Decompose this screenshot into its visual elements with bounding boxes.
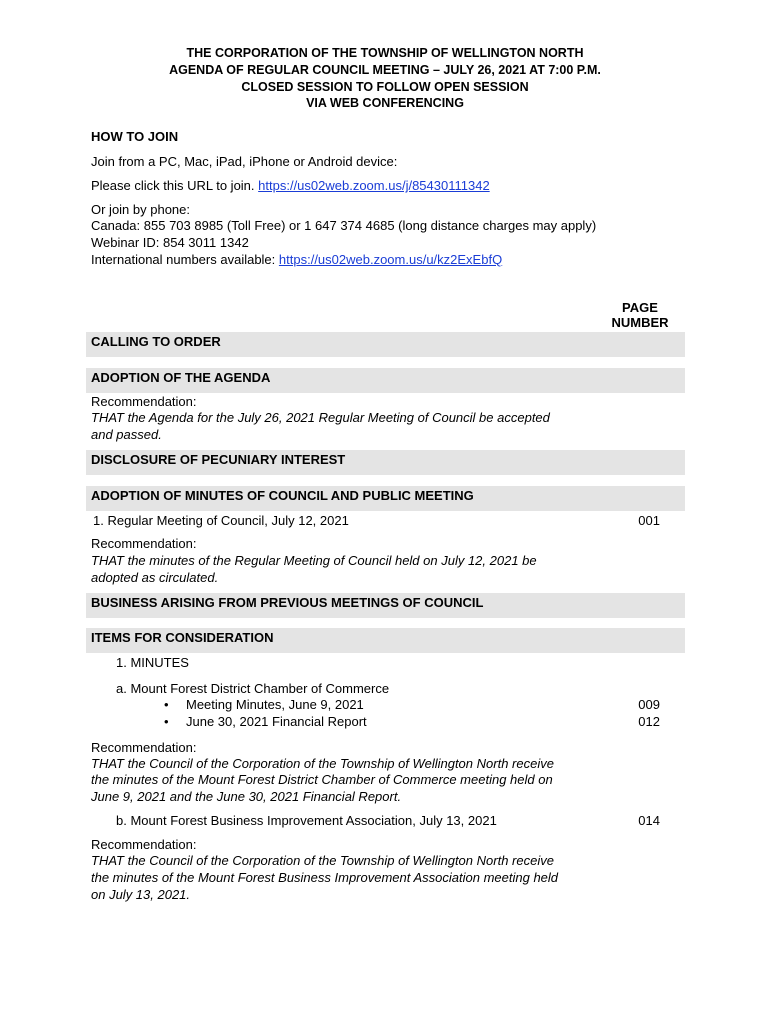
minutes-recommendation-line-2: adopted as circulated. — [91, 570, 219, 585]
minutes-item-1: 1. Regular Meeting of Council, July 12, 2021 — [93, 513, 349, 528]
item-b-recommendation-line-3: on July 13, 2021. — [91, 887, 191, 902]
agenda-recommendation-line-1: THAT the Agenda for the July 26, 2021 Regular Meeting of Council be accepted — [91, 410, 550, 425]
how-to-join-heading: HOW TO JOIN — [91, 129, 179, 144]
item-a-recommendation-line-2: the minutes of the Mount Forest District Chamber of Commerce meeting held on — [91, 772, 553, 787]
section-title: BUSINESS ARISING FROM PREVIOUS MEETINGS OF COUNCIL — [91, 595, 484, 610]
intl-numbers-link[interactable]: https://us02web.zoom.us/u/kz2ExEbfQ — [278, 252, 503, 267]
title-line-1: THE CORPORATION OF THE TOWNSHIP OF WELLINGTON NORTH — [186, 46, 584, 60]
page-header-line-1: PAGE — [622, 300, 658, 315]
section-title: DISCLOSURE OF PECUNIARY INTEREST — [91, 452, 346, 467]
section-adoption-agenda — [86, 368, 685, 393]
item-b-page: 014 — [638, 813, 660, 828]
title-line-3: CLOSED SESSION TO FOLLOW OPEN SESSION — [241, 80, 529, 94]
page-column-header — [600, 300, 680, 330]
intl-numbers-prefix: International numbers available: — [91, 252, 276, 267]
page-header-line-2: NUMBER — [611, 315, 669, 330]
minutes-recommendation-line-1: THAT the minutes of the Regular Meeting of Council held on July 12, 2021 be — [91, 553, 537, 568]
title-line-2: AGENDA OF REGULAR COUNCIL MEETING – JULY 26, 2021 AT 7:00 P.M. — [169, 63, 601, 77]
agenda-recommendation-line-2: and passed. — [91, 427, 162, 442]
item-a-recommendation-line-1: THAT the Council of the Corporation of the Township of Wellington North receive — [91, 756, 554, 771]
section-calling-to-order — [86, 332, 685, 357]
item-a-bullet-1: Meeting Minutes, June 9, 2021 — [186, 697, 364, 712]
agenda-recommendation-label: Recommendation: — [91, 394, 197, 409]
title-line-4: VIA WEB CONFERENCING — [306, 96, 464, 110]
intl-numbers-line — [91, 252, 502, 267]
bullet-dot-icon: • — [164, 697, 169, 712]
minutes-recommendation-label: Recommendation: — [91, 536, 197, 551]
bullet-dot-icon: • — [164, 714, 169, 729]
item-a-bullet-1-page: 009 — [638, 697, 660, 712]
consideration-item-b: b. Mount Forest Business Improvement Association, July 13, 2021 — [116, 813, 497, 828]
join-devices-text: Join from a PC, Mac, iPad, iPhone or Android device: — [91, 154, 398, 169]
minutes-item-1-page: 001 — [638, 513, 660, 528]
item-a-recommendation-line-3: June 9, 2021 and the June 30, 2021 Financial Report. — [91, 789, 402, 804]
item-b-recommendation-line-1: THAT the Council of the Corporation of the Township of Wellington North receive — [91, 853, 554, 868]
section-adoption-minutes — [86, 486, 685, 511]
section-title: ADOPTION OF MINUTES OF COUNCIL AND PUBLIC MEETING — [91, 488, 474, 503]
section-disclosure — [86, 450, 685, 475]
item-a-bullet-2: June 30, 2021 Financial Report — [186, 714, 367, 729]
section-title: CALLING TO ORDER — [91, 334, 221, 349]
section-title: ITEMS FOR CONSIDERATION — [91, 630, 274, 645]
webinar-id-text: Webinar ID: 854 3011 1342 — [91, 235, 249, 250]
item-b-recommendation-line-2: the minutes of the Mount Forest Business Improvement Association meeting held — [91, 870, 559, 885]
consideration-minutes-subheading: 1. MINUTES — [116, 655, 189, 670]
canada-phone-text: Canada: 855 703 8985 (Toll Free) or 1 647 374 4685 (long distance charges may apply) — [91, 218, 597, 233]
item-a-recommendation-label: Recommendation: — [91, 740, 197, 755]
item-b-recommendation-label: Recommendation: — [91, 837, 197, 852]
consideration-item-a: a. Mount Forest District Chamber of Commerce — [116, 681, 390, 696]
join-url-line — [91, 178, 490, 193]
item-a-bullet-2-page: 012 — [638, 714, 660, 729]
zoom-join-link[interactable]: https://us02web.zoom.us/j/85430111342 — [258, 178, 490, 193]
phone-heading: Or join by phone: — [91, 202, 191, 217]
section-items-for-consideration — [86, 628, 685, 653]
section-business-arising — [86, 593, 685, 618]
join-url-prefix: Please click this URL to join. — [91, 178, 255, 193]
section-title: ADOPTION OF THE AGENDA — [91, 370, 271, 385]
